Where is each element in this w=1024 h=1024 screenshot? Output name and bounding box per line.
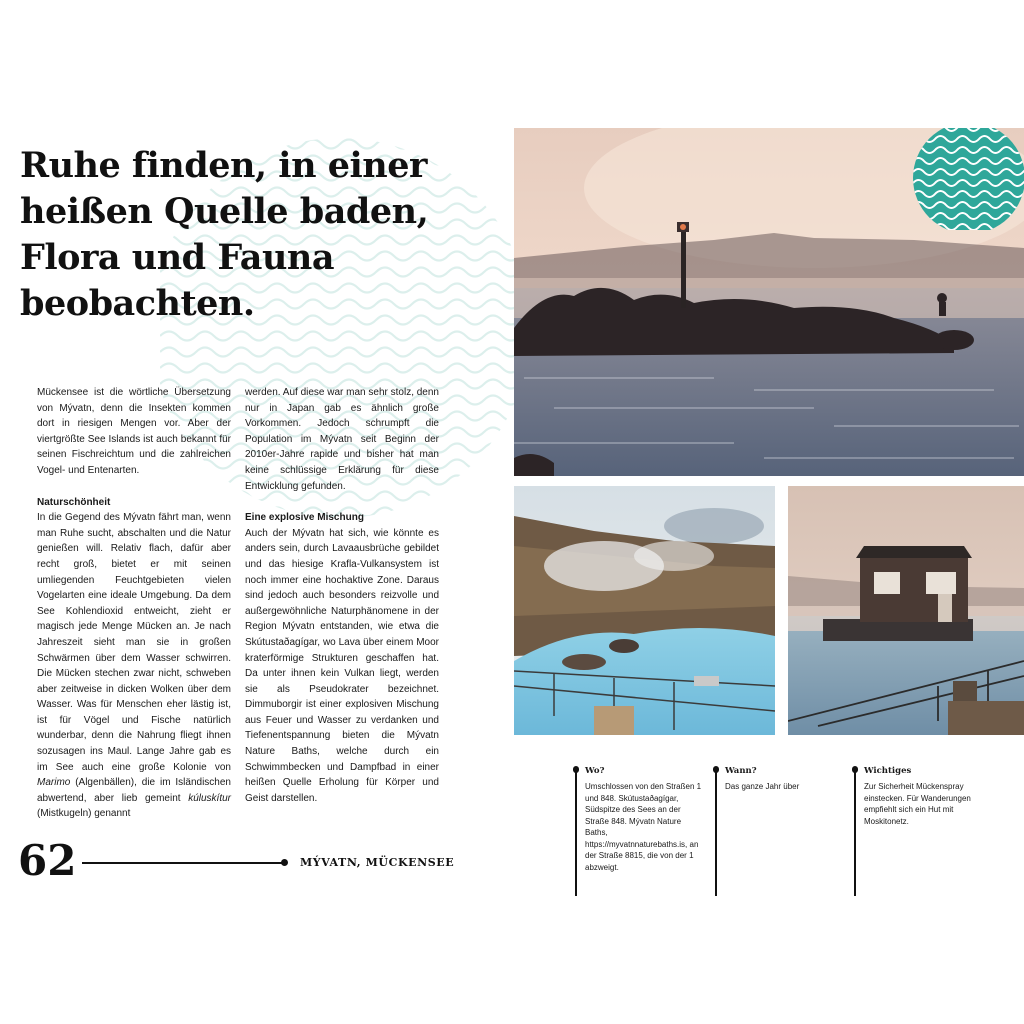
section-paragraph-naturschoenheit: In die Gegend des Mývatn fährt man, wenn man Ruhe sucht, abschalten und die Natur genießen will. Relativ flach, dafür aber recht groß, bietet er mit seinen umliegenden Feuchtgebieten vielen Vogelarten eine ideale Umgebung. Da dem See Kohlendioxid entweicht, zieht er magisch jede Menge Mücken an. Je nach Jahreszeit sieht man sie in großen Schwärmen über dem Wasser schwirren. Die Mücken stechen zwar nicht, schweben aber zeitweise in dicken Wolken über dem Wasser. Was für Menschen eher lästig ist, ist für Vögel und Fische natürlich wunderbar, denn die Nahrung fliegt ihnen sozusagen ins Maul. Lange Jahre gab es im See auch eine große Kolonie von Marimo (Algenbällen), die im Isländischen abwertend, aber lieb gemeint kúluskítur (Mistkugeln) genannt <box>37 512 231 820</box>
continuation-paragraph: werden. Auf diese war man sehr stolz, denn nur in Japan gab es ähnlich große Vorkommen. Jedoch schrumpft die Population im Mývatn seit Beginn der 2010er-Jahre rapide und bisher hat man keine schlüssige Erklärung für diese Entwicklung gefunden. <box>245 387 439 492</box>
section-heading-explosive-mischung: Eine explosive Mischung <box>245 512 364 524</box>
info-text-where: Umschlossen von den Straßen 1 und 848. Skútustaðagígar, Südspitze des Sees an der Straße 848. Mývatn Nature Baths, https://myvatnnaturebaths.is, an der Straße 8815, die von der 1 abzweigt. <box>585 782 702 872</box>
intro-paragraph: Mückensee ist die wörtliche Übersetzung von Mývatn, denn die Insekten kommen dort in riesigen Mengen vor. Aber der viertgrößte See Islands ist auch bekannt für seinen Fischreichtum und die zahlreichen Vogel- und Entenarten. <box>37 387 231 476</box>
footer-dot <box>281 859 288 866</box>
info-rule <box>575 768 577 896</box>
info-heading-important: Wichtiges <box>864 766 912 776</box>
footer-rule <box>82 862 285 864</box>
info-rule <box>715 768 717 896</box>
text-column-left <box>37 385 231 822</box>
hut-hot-spring-photo <box>788 486 1024 735</box>
info-rule <box>854 768 856 896</box>
info-heading-when: Wann? <box>725 766 757 776</box>
section-paragraph-explosive-mischung: Auch der Mývatn hat sich, wie könnte es anders sein, durch Lavaausbrüche gebildet und das hiesige Krafla-Vulkansystem ist noch immer eine hochaktive Zone. Daraus sind jedoch auch besonders reizvolle und außergewöhnliche Naturphänomene in der Region Mývatn entstanden, wie etwa die Skútustaðagígar, wo Lava über einem Moor kraterförmige Strukturen geschaffen hat. Da unter ihnen kein Vulkan liegt, werden sie als Pseudokrater bezeichnet. Dimmuborgir ist einer explosiven Mischung aus Feuer und Wasser zu verdanken und Tiefenentspannung bieten die Mývatn Nature Baths, welche durch ein Schwimmbecken und Dampfbad in einer heißen Quelle Erholung für Körper und Geist darstellen. <box>245 527 439 804</box>
nature-baths-photo <box>514 486 775 735</box>
footer-section-title: MÝVATN, MÜCKENSEE <box>300 856 455 869</box>
section-heading-naturschoenheit: Naturschönheit <box>37 496 111 508</box>
info-dot <box>573 766 580 773</box>
page-title: Ruhe finden, in einer heißen Quelle baden, Flora und Fauna beobachten. <box>20 145 429 324</box>
info-heading-where: Wo? <box>585 766 605 776</box>
page-number: 62 <box>18 836 77 885</box>
info-dot <box>852 766 859 773</box>
info-text-when: Das ganze Jahr über <box>725 782 800 791</box>
info-text-important: Zur Sicherheit Mückenspray einstecken. Für Wanderungen empfiehlt sich ein Hut mit Moskitonetz. <box>864 782 971 826</box>
info-dot <box>713 766 720 773</box>
text-column-right <box>245 385 439 806</box>
wave-badge-icon <box>913 128 1024 230</box>
